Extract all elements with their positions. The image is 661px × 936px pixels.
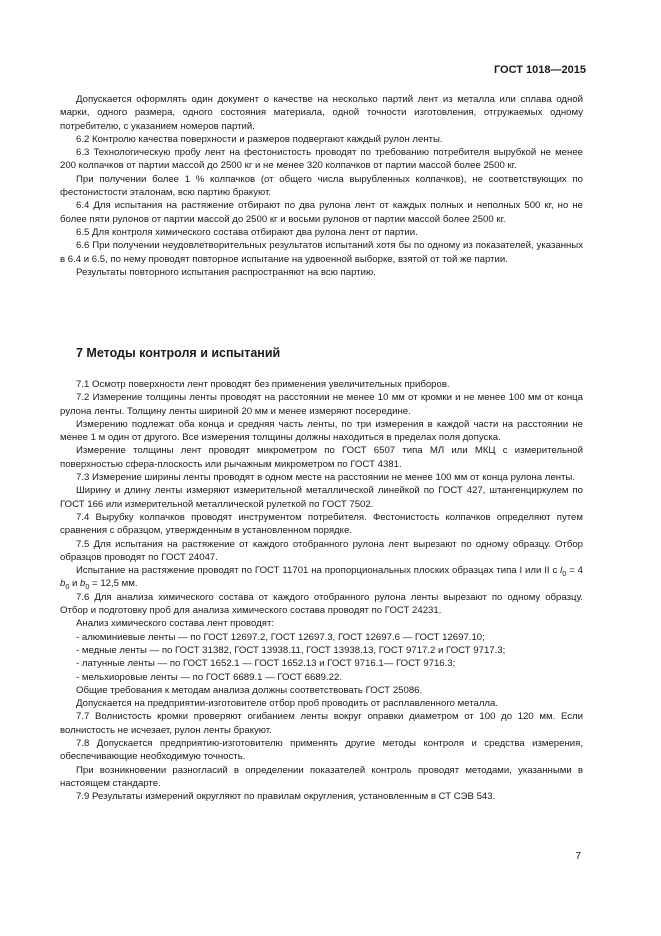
- variable-l: l: [560, 565, 563, 577]
- paragraph: 6.5 Для контроля химического состава отбирают два рулона лент от партии.: [76, 226, 418, 238]
- paragraph: 7.6 Для анализа химического состава от каждого отобранного рулона ленты вырезают по одному образцу. Отбор и подготовку проб для анализа химического состава проводят по ГОСТ 24231.: [60, 591, 583, 617]
- paragraph: При возникновении разногласий в определении показателей контроль проводят методами, указанными в настоящем стандарте.: [60, 764, 583, 789]
- paragraph: Измерение толщины лент проводят микрометром по ГОСТ 6507 типа МЛ или МКЦ с измерительной поверхностью сфера-плоскость или рычажным микрометром по ГОСТ 4381.: [60, 445, 583, 470]
- text-run: Испытание на растяжение проводят по ГОСТ 11701 на пропорциональных плоских образцах типа I или II с: [76, 565, 561, 577]
- list-item: - мельхиоровые ленты — по ГОСТ 6689.1 — ГОСТ 6689.22.: [76, 671, 342, 683]
- paragraph: Допускается оформлять один документ о качестве на несколько партий лент из металла или сплава одной марки, одного размера, одного состояния материала, одной точности изготовления, отгружаемых одному потребителю, с указанием номеров партий.: [60, 94, 583, 132]
- section-6-text: [60, 93, 583, 279]
- paragraph: 7.4 Вырубку колпачков проводят инструментом потребителя. Фестонистость колпачков определяют путем сравнения с образцом, утвержденным в установленном порядке.: [60, 511, 583, 537]
- variable-b: b: [60, 578, 66, 590]
- document-header: ГОСТ 1018—2015: [493, 64, 586, 76]
- paragraph-formula: [60, 564, 583, 591]
- paragraph: 6.3 Технологическую пробу лент на фестонистость проводят по требованию потребителя вырубкой не менее 200 колпачков от партии массой до 2500 кг и не менее 320 колпачков от партии массой более 2500 кг.: [60, 147, 583, 172]
- paragraph: 7.9 Результаты измерений округляют по правилам округления, установленным в СТ СЭВ 543.: [76, 791, 496, 803]
- paragraph: При получении более 1 % колпачков (от общего числа вырубленных колпачков), не соответствующих по фестонистости эталонам, всю партию бракуют.: [60, 173, 583, 199]
- subscript: 0: [65, 582, 70, 592]
- list-item: - медные ленты — по ГОСТ 31382, ГОСТ 13938.11, ГОСТ 13938.13, ГОСТ 9717.2 и ГОСТ 9717.3;: [76, 644, 506, 656]
- paragraph: 7.8 Допускается предприятию-изготовителю применять другие методы контроля и средства измерения, обеспечивающие необходимую точность.: [60, 738, 583, 763]
- paragraph: 6.4 Для испытания на растяжение отбирают по два рулона лент от каждых полных и неполных 500 кг, но не более пяти рулонов от партии массой до 2500 кг и восьми рулонов от партии массой более 2500 кг.: [60, 200, 583, 225]
- list-item: - алюминиевые ленты — по ГОСТ 12697.2, ГОСТ 12697.3, ГОСТ 12697.6 — ГОСТ 12697.10;: [76, 631, 485, 643]
- text-run: = 12,5 мм.: [89, 578, 138, 590]
- subscript: 0: [85, 582, 90, 592]
- paragraph: Ширину и длину ленты измеряют измерительной металлической линейкой по ГОСТ 427, штангенциркулем по ГОСТ 166 или измерительной металлической рулеткой по ГОСТ 7502.: [60, 485, 583, 510]
- subscript: 0: [562, 569, 567, 579]
- paragraph: 7.1 Осмотр поверхности лент проводят без применения увеличительных приборов.: [76, 379, 450, 390]
- paragraph: Результаты повторного испытания распространяют на всю партию.: [76, 266, 376, 278]
- paragraph: 7.7 Волнистость кромки проверяют огибанием ленты вокруг оправки диаметром от 100 до 120 мм. Если волнистость не исчезает, рулон ленты бракуют.: [60, 711, 583, 736]
- text-run: и: [69, 578, 81, 590]
- page-number: 7: [575, 851, 581, 862]
- paragraph: 7.2 Измерение толщины ленты проводят на расстоянии не менее 10 мм от кромки и не менее 100 мм от конца рулона ленты. Толщину ленты шириной 20 мм и менее измеряют посередине.: [60, 392, 583, 417]
- variable-b: b: [80, 578, 86, 590]
- paragraph: Допускается на предприятии-изготовителе отбор проб проводить от расплавленного металла.: [76, 698, 499, 710]
- paragraph: 6.2 Контролю качества поверхности и размеров подвергают каждый рулон ленты.: [76, 133, 443, 145]
- paragraph: Общие требования к методам анализа должны соответствовать ГОСТ 25086.: [76, 684, 423, 696]
- paragraph: Измерению подлежат оба конца и средняя часть ленты, по три измерения в каждой части на расстоянии не менее 1 м один от другого. Все измерения толщины должны находиться в пределах поля допуска.: [60, 418, 583, 444]
- list-item: - латунные ленты — по ГОСТ 1652.1 — ГОСТ 1652.13 и ГОСТ 9716.1— ГОСТ 9716.3;: [76, 658, 456, 670]
- section-heading: 7 Методы контроля и испытаний: [76, 346, 281, 360]
- paragraph: 6.6 При получении неудовлетворительных результатов испытаний хотя бы по одному из показателей, указанных в 6.4 и 6.5, по нему проводят повторное испытание на удвоенной выборке, взятой от той же партии.: [60, 240, 583, 265]
- paragraph: 7.3 Измерение ширины ленты проводят в одном месте на расстоянии не менее 100 мм от конца рулона ленты.: [76, 472, 575, 484]
- text-run: = 4: [566, 565, 583, 577]
- paragraph: 7.5 Для испытания на растяжение от каждого отобранного рулона лент вырезают по одному образцу. Отбор образцов проводят по ГОСТ 24047.: [60, 538, 583, 563]
- paragraph: Анализ химического состава лент проводят:: [76, 618, 274, 630]
- section-7-text: [60, 378, 583, 804]
